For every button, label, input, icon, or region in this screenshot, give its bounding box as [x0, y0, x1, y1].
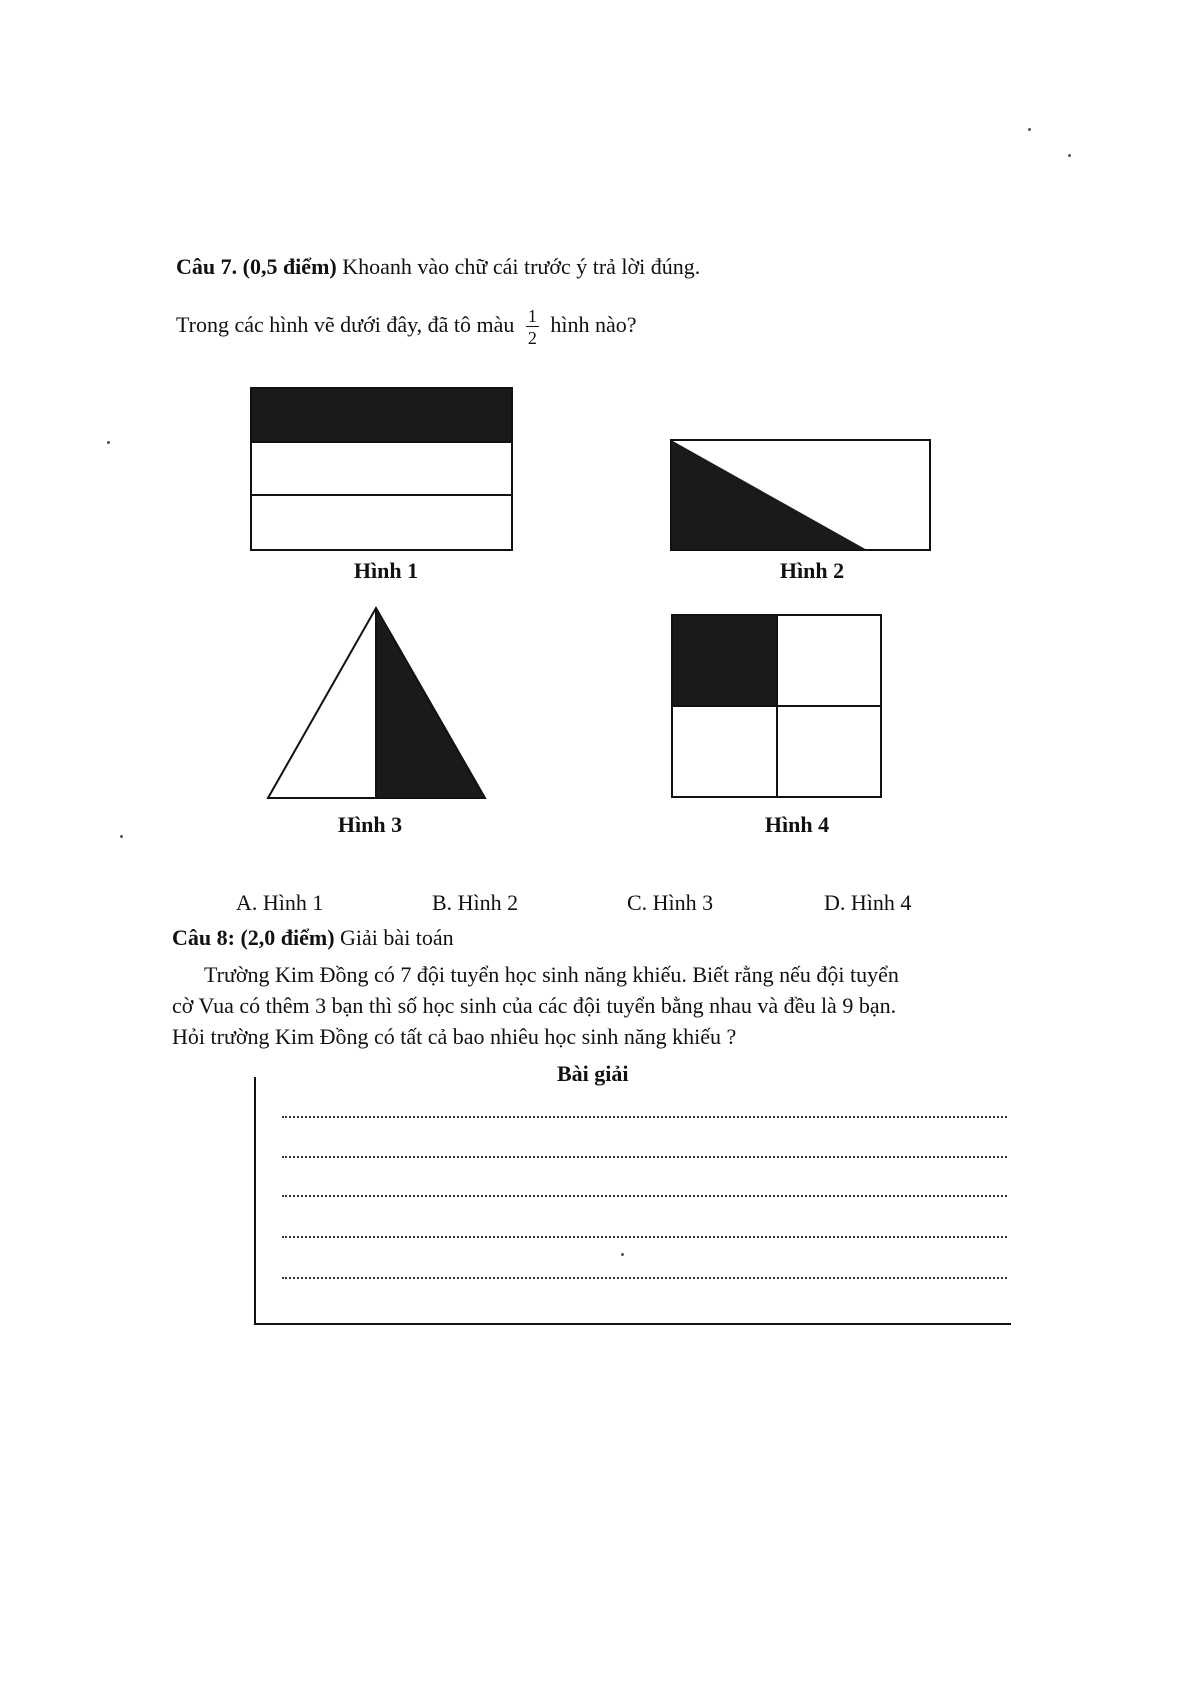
q7-points: (0,5 điểm): [242, 254, 337, 279]
figure-2-shaded-part: [671, 440, 867, 550]
figure-1-caption: Hình 1: [353, 558, 419, 583]
option-a[interactable]: A. Hình 1: [236, 890, 324, 915]
solution-title: Bài giải: [557, 1061, 629, 1086]
option-b[interactable]: B. Hình 2: [432, 890, 519, 915]
figure-4-shaded-part: [672, 615, 777, 706]
q7-instruction: Khoanh vào chữ cái trước ý trả lời đúng.: [342, 254, 701, 279]
solution-box-bottom-border: [254, 1323, 1011, 1325]
figure-2-rectangle-diagonal: [671, 440, 930, 550]
answer-line-3[interactable]: [282, 1195, 1007, 1197]
figure-2-caption: Hình 2: [779, 558, 845, 583]
solution-box-left-border: [254, 1077, 256, 1325]
scan-speck: [1068, 154, 1071, 157]
figure-4-caption: Hình 4: [764, 812, 830, 837]
option-d[interactable]: D. Hình 4: [824, 890, 912, 915]
figure-3-triangle-half: [268, 608, 485, 798]
fraction-numerator: 1: [527, 306, 537, 326]
q7-label: Câu 7.: [176, 254, 238, 279]
figure-1-rectangle-thirds: [251, 388, 512, 550]
fraction-denominator: 2: [527, 328, 537, 348]
q8-problem-line-2: cờ Vua có thêm 3 bạn thì số học sinh của các đội tuyển bằng nhau và đều là 9 bạn.: [172, 993, 897, 1018]
q7-question-after: hình nào?: [550, 312, 637, 338]
answer-line-4[interactable]: [282, 1236, 1007, 1238]
answer-line-5[interactable]: [282, 1277, 1007, 1279]
scan-speck: [120, 835, 123, 838]
figure-3-caption: Hình 3: [337, 812, 403, 837]
q8-points: (2,0 điểm): [240, 925, 335, 950]
q8-heading: [172, 925, 454, 951]
scan-speck: [107, 441, 110, 444]
q8-problem-line-3: Hỏi trường Kim Đồng có tất cả bao nhiêu học sinh năng khiếu ?: [172, 1024, 737, 1049]
figure-1-shaded-part: [251, 388, 512, 442]
option-c[interactable]: C. Hình 3: [627, 890, 714, 915]
q8-problem-line-1: Trường Kim Đồng có 7 đội tuyển học sinh năng khiếu. Biết rằng nếu đội tuyển: [204, 962, 899, 987]
q8-problem: [172, 959, 1032, 1052]
answer-line-2[interactable]: [282, 1156, 1007, 1158]
figure-4-square-quarters: [672, 615, 881, 797]
scan-speck: [1028, 128, 1031, 131]
q7-question-before: Trong các hình vẽ dưới đây, đã tô màu: [176, 312, 515, 338]
answer-line-1[interactable]: [282, 1116, 1007, 1118]
q8-label: Câu 8:: [172, 925, 235, 950]
scan-speck: [621, 1253, 624, 1256]
q8-instruction: Giải bài toán: [340, 925, 454, 950]
